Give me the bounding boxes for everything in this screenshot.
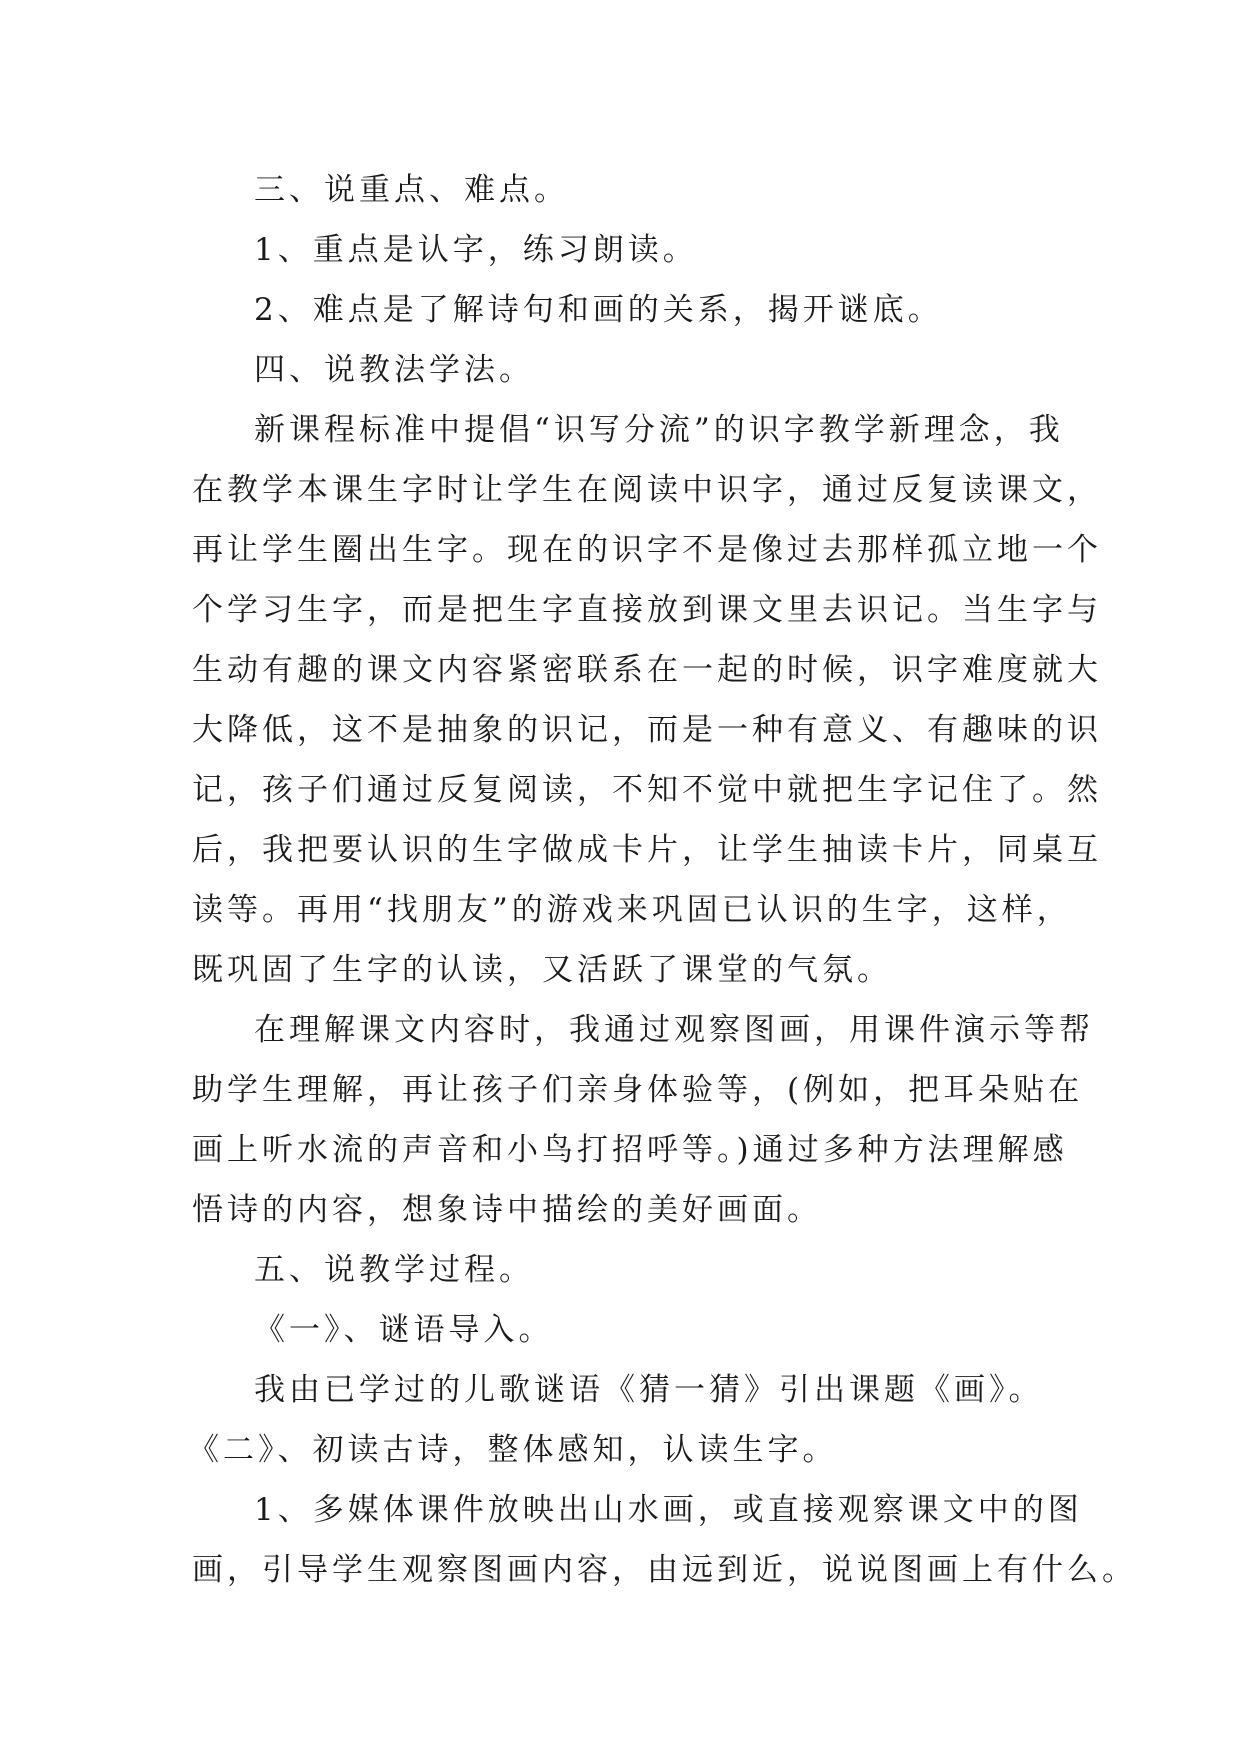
paragraph-line: 助学生理解，再让孩子们亲身体验等，(例如，把耳朵贴在 (192, 1072, 1084, 1108)
paragraph-line: 新课程标准中提倡“识写分流”的识字教学新理念，我 (254, 412, 1064, 448)
paragraph-line: 再让学生圈出生字。现在的识字不是像过去那样孤立地一个 (192, 532, 1102, 568)
heading-teaching-methods: 四、说教法学法。 (254, 352, 534, 388)
heading-key-points: 三、说重点、难点。 (254, 172, 569, 208)
paragraph-line: 画上听水流的声音和小鸟打招呼等。)通过多种方法理解感 (192, 1132, 1068, 1168)
paragraph-line: 既巩固了生字的认读，又活跃了课堂的气氛。 (192, 952, 892, 988)
paragraph-line: 记，孩子们通过反复阅读，不知不觉中就把生字记住了。然 (192, 772, 1102, 808)
paragraph-line: 读等。再用“找朋友”的游戏来巩固已认识的生字，这样， (192, 892, 1072, 928)
paragraph-line: 个学习生字，而是把生字直接放到课文里去识记。当生字与 (192, 592, 1102, 628)
paragraph-line: 后，我把要认识的生字做成卡片，让学生抽读卡片，同桌互 (192, 832, 1102, 868)
paragraph-line: 悟诗的内容，想象诗中描绘的美好画面。 (192, 1192, 822, 1228)
paragraph-line: 画，引导学生观察图画内容，由远到近，说说图画上有什么。 (192, 1552, 1137, 1588)
subheading-riddle-intro: 《一》、谜语导入。 (254, 1312, 554, 1348)
paragraph-line: 1、多媒体课件放映出山水画，或直接观察课文中的图 (254, 1492, 1083, 1528)
paragraph-line: 在理解课文内容时，我通过观察图画，用课件演示等帮 (254, 1012, 1094, 1048)
heading-teaching-process: 五、说教学过程。 (254, 1252, 534, 1288)
paragraph-line: 我由已学过的儿歌谜语《猜一猜》引出课题《画》。 (254, 1372, 1044, 1408)
paragraph-line: 2、难点是了解诗句和画的关系，揭开谜底。 (254, 292, 943, 328)
paragraph-line: 大降低，这不是抽象的识记，而是一种有意义、有趣味的识 (192, 712, 1102, 748)
subheading-first-reading: 《二》、初读古诗，整体感知，认读生字。 (188, 1432, 838, 1468)
paragraph-line: 在教学本课生字时让学生在阅读中识字，通过反复读课文， (192, 472, 1102, 508)
document-body (188, 160, 1137, 1600)
paragraph-line: 生动有趣的课文内容紧密联系在一起的时候，识字难度就大 (192, 652, 1102, 688)
paragraph-line: 1、重点是认字，练习朗读。 (254, 232, 698, 268)
